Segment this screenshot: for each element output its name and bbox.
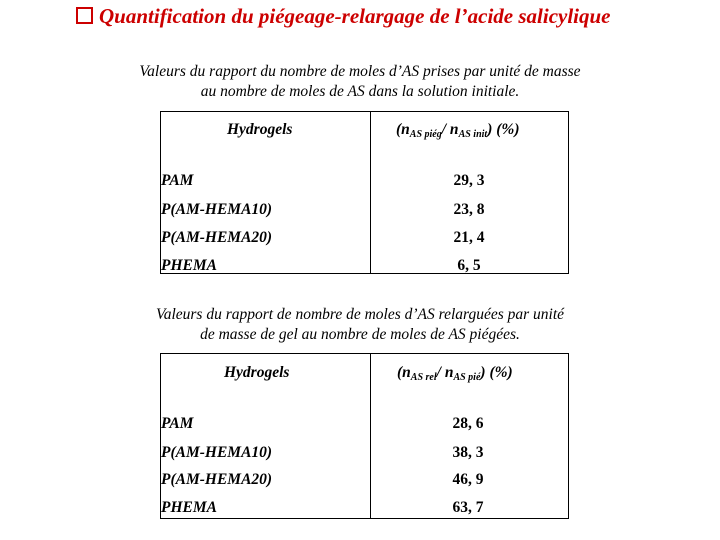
section2-row-value-3: 63, 7 [452,499,484,516]
section2-table [160,353,569,519]
section2-header-ratio: ($n_{AS rel}/$ $n_{AS pié}$) (%) [397,364,513,383]
section2-description [0,305,720,345]
section1-row-value-2: 21, 4 [453,229,485,246]
section1-row-value-1: 23, 8 [453,201,485,218]
section2-row-value-1: 38, 3 [452,444,484,461]
section1-desc-line1: Valeurs du rapport du nombre de moles d’AS prises par unité de masse [139,63,581,80]
section1-row-label-3: PHEMA [161,257,217,274]
section2-row-label-0: PAM [161,415,194,432]
section1-row-label-0: PAM [161,172,194,189]
section1-header-ratio: ($n_{AS piég}/$ $n_{AS init}$) (%) [396,121,520,140]
section1-desc-line2: au nombre de moles de AS dans la solution initiale. [200,83,520,100]
section1-row-label-2: P(AM-HEMA20) [161,229,273,246]
section1-description [0,62,720,102]
section1-row-label-1: P(AM-HEMA10) [161,201,273,218]
section1-row-value-0: 29, 3 [453,172,485,189]
section2-header-hydrogels: Hydrogels [224,364,290,381]
section2-row-label-1: P(AM-HEMA10) [161,444,273,461]
table-column-divider [370,354,371,518]
section1-row-value-3: 6, 5 [457,257,481,274]
page-title-text: Quantification du piégeage-relargage de l’acide salicylique [99,4,611,28]
section1-header-hydrogels: Hydrogels [227,121,293,138]
section2-row-value-2: 46, 9 [452,471,484,488]
section2-desc-line2: de masse de gel au nombre de moles de AS piégées. [200,326,520,343]
section2-row-label-3: PHEMA [161,499,217,516]
checkbox-bullet-icon [76,7,93,24]
section1-table [160,111,569,274]
table-column-divider [370,112,371,273]
page-title [76,4,611,29]
section2-desc-line1: Valeurs du rapport de nombre de moles d’AS relarguées par unité [155,306,565,323]
section2-row-value-0: 28, 6 [452,415,484,432]
section2-row-label-2: P(AM-HEMA20) [161,471,273,488]
